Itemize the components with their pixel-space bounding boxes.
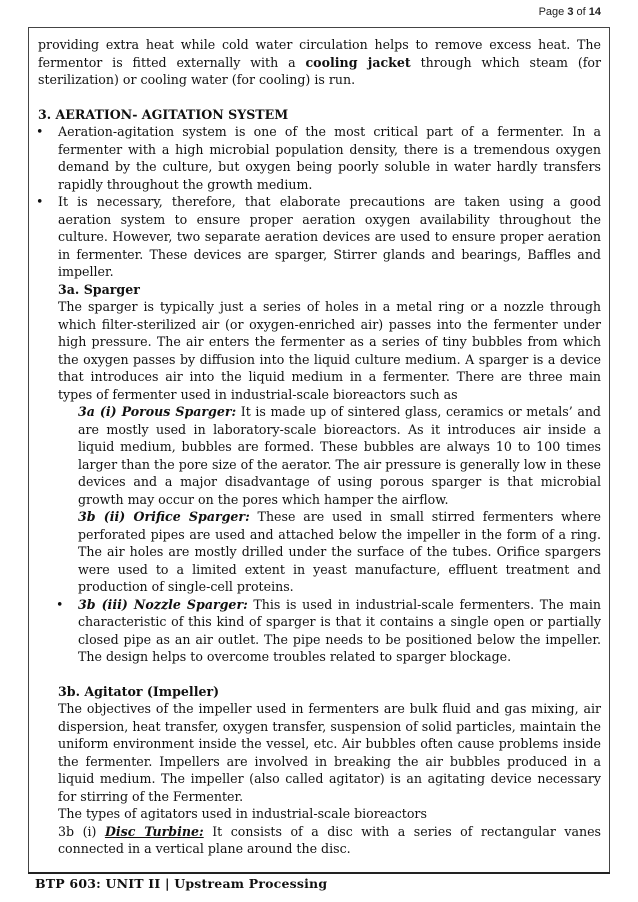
document-body [38,36,601,858]
footer-course-title: BTP 603: UNIT II | Upstream Processing [35,876,328,891]
sparger-paragraph: The sparger is typically just a series of holes in a metal ring or a nozzle through which filter-sterilized air (or oxygen-enriched air) passes into the fermenter under high pressure. The air enters the fermenter as a series of tiny bubbles from which the oxygen passes by diffusion into the liquid culture medium. A sparger is a device that introduces air into the liquid medium in a fermenter. There are three main types of fermenter used in industrial-scale bioreactors such as [58,299,601,402]
disc-turbine-title: Disc Turbine: [104,823,204,839]
porous-sparger-title: 3a (i) Porous Sparger: [78,404,237,419]
bullet-item: • Aeration-agitation system is one of the most critical part of a fermenter. In a fermenter with a high microbial population density, there is a tremendous oxygen demand by the culture, but oxygen being poorly soluble in water hardly transfers rapidly throughout the growth medium. [36,124,601,192]
total-pages: 14 [588,6,601,18]
bullet-icon: • [56,596,64,612]
cooling-jacket-term: cooling jacket [305,54,411,70]
nozzle-sparger-title: 3b (iii) Nozzle Sparger: [78,596,248,612]
orifice-sparger-title: 3b (ii) Orifice Sparger: [78,509,250,524]
bullet-icon: • [36,124,44,139]
agitator-heading: 3b. Agitator (Impeller) [58,683,220,699]
current-page: 3 [567,6,574,18]
bullet-item: • It is necessary, therefore, that elaborate precautions are taken using a good aeration system to ensure proper aeration oxygen availability throughout the culture. However, two separate aeration devices are used to ensure proper aeration in fermenter. These devices are sparger, Stirrer glands and bearings, Baffles and impeller. [36,194,601,279]
agitator-types-line: The types of agitators used in industrial-scale bioreactors [58,806,427,821]
section-3-heading: 3. AERATION- AGITATION SYSTEM [38,106,289,122]
page-number: Page 3 of 14 [538,6,601,18]
disc-turbine-paragraph: 3b (i) Disc Turbine: It consists of a disc with a series of rectangular vanes connected in a vertical plane around the disc. [58,823,602,856]
nozzle-sparger-item: • 3b (iii) Nozzle Sparger: This is used in industrial-scale fermenters. The main characteristic of this kind of sparger is that it contains a single open or partially closed pipe as an air outlet. The pipe needs to be positioned below the impeller. The design helps to overcome troubles related to sparger blockage. [56,596,601,664]
porous-sparger-paragraph: 3a (i) Porous Sparger: It is made up of sintered glass, ceramics or metals’ and are mostly used in laboratory-scale bioreactors. As it introduces air inside a liquid medium, bubbles are formed. These bubbles are always 10 to 100 times larger than the pore size of the aerator. The air pressure is generally low in these devices and a major disadvantage of using porous sparger is that microbial growth may occur on the pores which hamper the airflow. [78,404,601,507]
sparger-heading: 3a. Sparger [58,281,140,297]
bullet-icon: • [36,194,44,209]
agitator-paragraph: The objectives of the impeller used in fermenters are bulk fluid and gas mixing, air dispersion, heat transfer, oxygen transfer, suspension of solid particles, maintain the uniform environment inside the vessel, etc. Air bubbles often cause problems inside the fermenter. Impellers are involved in breaking the air bubbles produced in a liquid medium. The impeller (also called agitator) is an agitating device necessary for stirring of the Fermenter. [58,701,601,804]
intro-paragraph: providing extra heat while cold water circulation helps to remove excess heat. The fermentor is fitted externally with a cooling jacket through which steam (for sterilization) or cooling water (for cooling) is run. [38,37,601,87]
footer-rule [28,872,610,874]
orifice-sparger-paragraph: 3b (ii) Orifice Sparger: These are used in small stirred fermenters where perforated pipes are used and attached below the impeller in the form of a ring. The air holes are mostly drilled under the surface of the tubes. Orifice spargers were used to a limited extent in yeast manufacture, effluent treatment and production of single-cell proteins. [78,509,601,594]
